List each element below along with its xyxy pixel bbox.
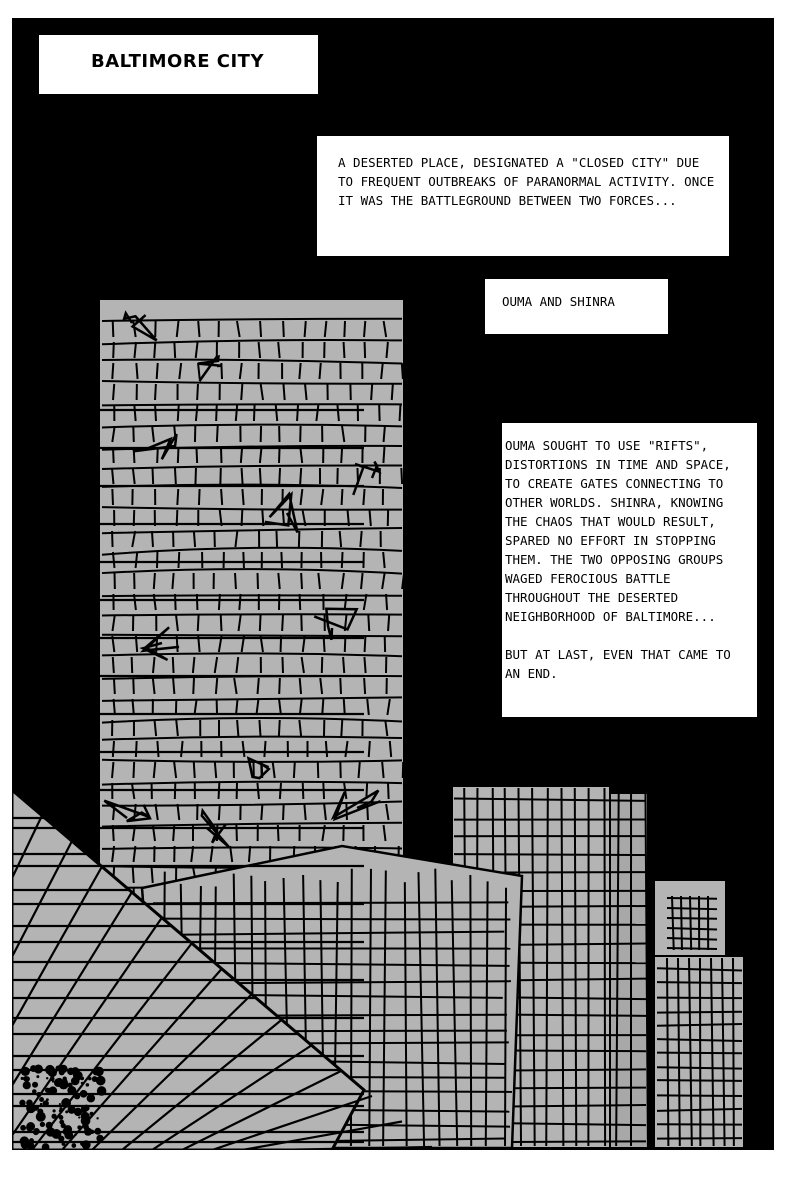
small-building-bottom	[654, 956, 744, 1148]
factions-caption: OUMA AND SHINRA	[485, 279, 668, 334]
story-caption	[502, 423, 757, 717]
location-title-caption: BALTIMORE CITY	[39, 35, 318, 94]
intro-caption: A DESERTED PLACE, DESIGNATED A "CLOSED CITY" DUE TO FREQUENT OUTBREAKS OF PARANORMAL ACTIVITY. ONCE IT WAS THE BATTLEGROUND BETWEEN TWO FORCES...	[317, 136, 729, 256]
tall-tower	[99, 299, 404, 904]
small-building-top	[654, 880, 726, 960]
story-paragraph-1: OUMA SOUGHT TO USE "RIFTS", DISTORTIONS IN TIME AND SPACE, TO CREATE GATES CONNECTING TO OTHER WORLDS. SHINRA, KNOWING THE CHAOS THAT WOULD RESULT, SPARED NO EFFORT IN STOPPING THEM. THE TWO OPPOSING GROUPS WAGED FEROCIOUS BATTLE THROUGHOUT THE DESERTED NEIGHBORHOOD OF BALTIMORE...	[505, 438, 731, 624]
story-paragraph-2: BUT AT LAST, EVEN THAT CAME TO AN END.	[505, 647, 731, 681]
comic-panel	[12, 18, 774, 1150]
